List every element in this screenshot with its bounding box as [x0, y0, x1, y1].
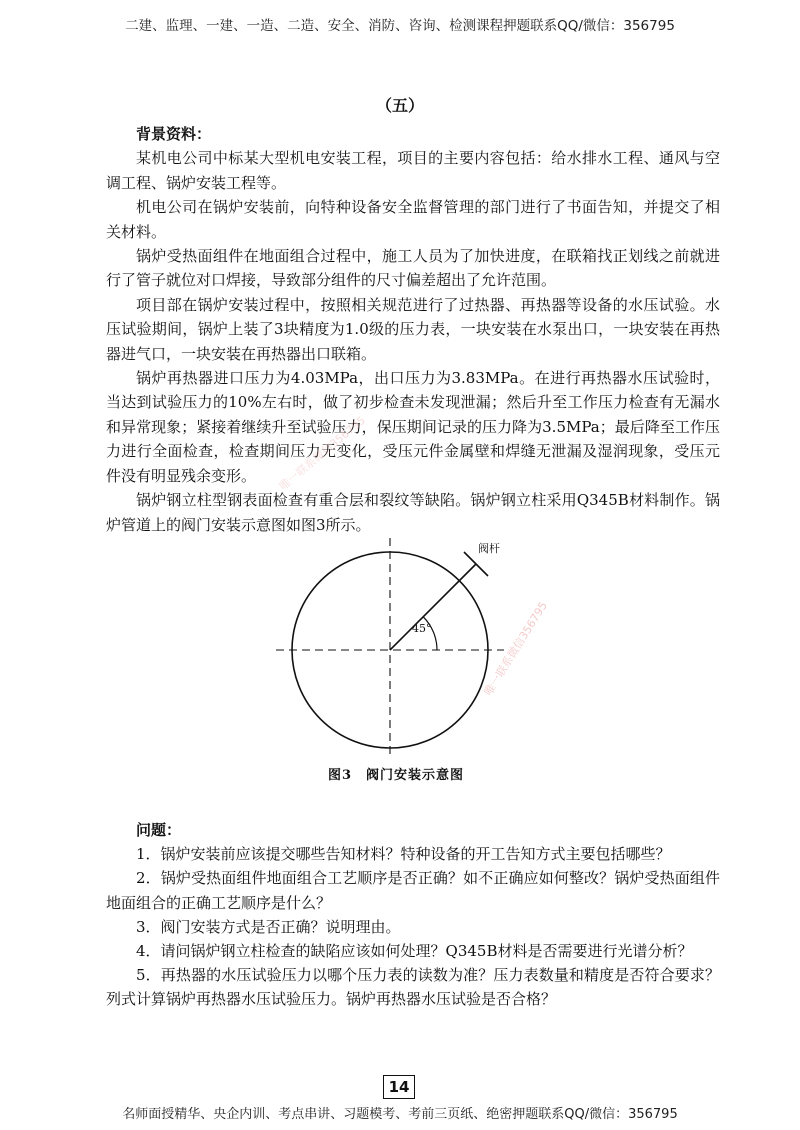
questions-section [106, 818, 720, 1012]
background-paragraph: 机电公司在锅炉安装前，向特种设备安全监督管理的部门进行了书面告知，并提交了相关材料。 [106, 198, 720, 241]
question-item: 5．再热器的水压试验压力以哪个压力表的读数为准？压力表数量和精度是否符合要求？列式计算锅炉再热器水压试验压力。锅炉再热器水压试验是否合格？ [106, 966, 720, 1009]
background-paragraph: 锅炉钢立柱型钢表面检查有重合层和裂纹等缺陷。锅炉钢立柱采用Q345B材料制作。锅炉管道上的阀门安装示意图如图3所示。 [106, 491, 720, 534]
question-item: 1．锅炉安装前应该提交哪些告知材料？特种设备的开工告知方式主要包括哪些？ [136, 845, 671, 864]
footer-banner: 名师面授精华、央企内训、考点串讲、习题模考、考前三页纸、绝密押题联系QQ/微信：356795 [122, 1107, 678, 1122]
background-paragraph: 项目部在锅炉安装过程中，按照相关规范进行了过热器、再热器等设备的水压试验。水压试验期间，锅炉上装了3块精度为1.0级的压力表，一块安装在水泵出口，一块安装在再热器进气口，一块安装在再热器出口联箱。 [106, 295, 720, 363]
background-paragraph: 锅炉再热器进口压力为4.03MPa，出口压力为3.83MPa。在进行再热器水压试验时，当达到试验压力的10%左右时，做了初步检查未发现泄漏；然后升至工作压力检查有无漏水和异常现象；紧接着继续升至试验压力，保压期间记录的压力降为3.5MPa；最后降至工作压力进行全面检查，检查期间压力无变化，受压元件金属壁和焊缝无泄漏及湿润现象，受压元件没有明显残余变形。 [106, 369, 720, 485]
section-title: （五） [375, 96, 424, 115]
valve-diagram [270, 532, 510, 762]
stem-label: 阀杆 [478, 542, 500, 555]
questions-label: 问题： [136, 821, 182, 839]
watermark: 唯一联系微信356795 [481, 599, 550, 698]
figure-caption: 图3 阀门安装示意图 [328, 768, 465, 783]
background-label: 背景资料： [136, 125, 212, 143]
background-paragraph: 锅炉受热面组件在地面组合过程中，施工人员为了加快进度，在联箱找正划线之前就进行了管子就位对口焊接，导致部分组件的尺寸偏差超出了允许范围。 [106, 247, 720, 290]
angle-label: 45° [412, 622, 432, 635]
question-item: 3．阀门安装方式是否正确？说明理由。 [136, 917, 401, 936]
valve-installation-figure [270, 532, 510, 762]
watermark: 唯一联系微信356795 [276, 413, 368, 494]
background-paragraph: 某机电公司中标某大型机电安装工程，项目的主要内容包括：给水排水工程、通风与空调工程、锅炉安装工程等。 [106, 149, 720, 192]
background-section [106, 122, 720, 537]
question-item: 2．锅炉受热面组件地面组合工艺顺序是否正确？如不正确应如何整改？锅炉受热面组件地面组合的正确工艺顺序是什么？ [106, 869, 720, 912]
page-number: 14 [383, 1075, 415, 1099]
header-banner: 二建、监理、一建、一造、二造、安全、消防、咨询、检测课程押题联系QQ/微信：356795 [125, 18, 675, 34]
valve-stem-line [390, 564, 476, 650]
question-item: 4．请问锅炉钢立柱检查的缺陷应该如何处理？Q345B材料是否需要进行光谱分析？ [136, 942, 693, 961]
